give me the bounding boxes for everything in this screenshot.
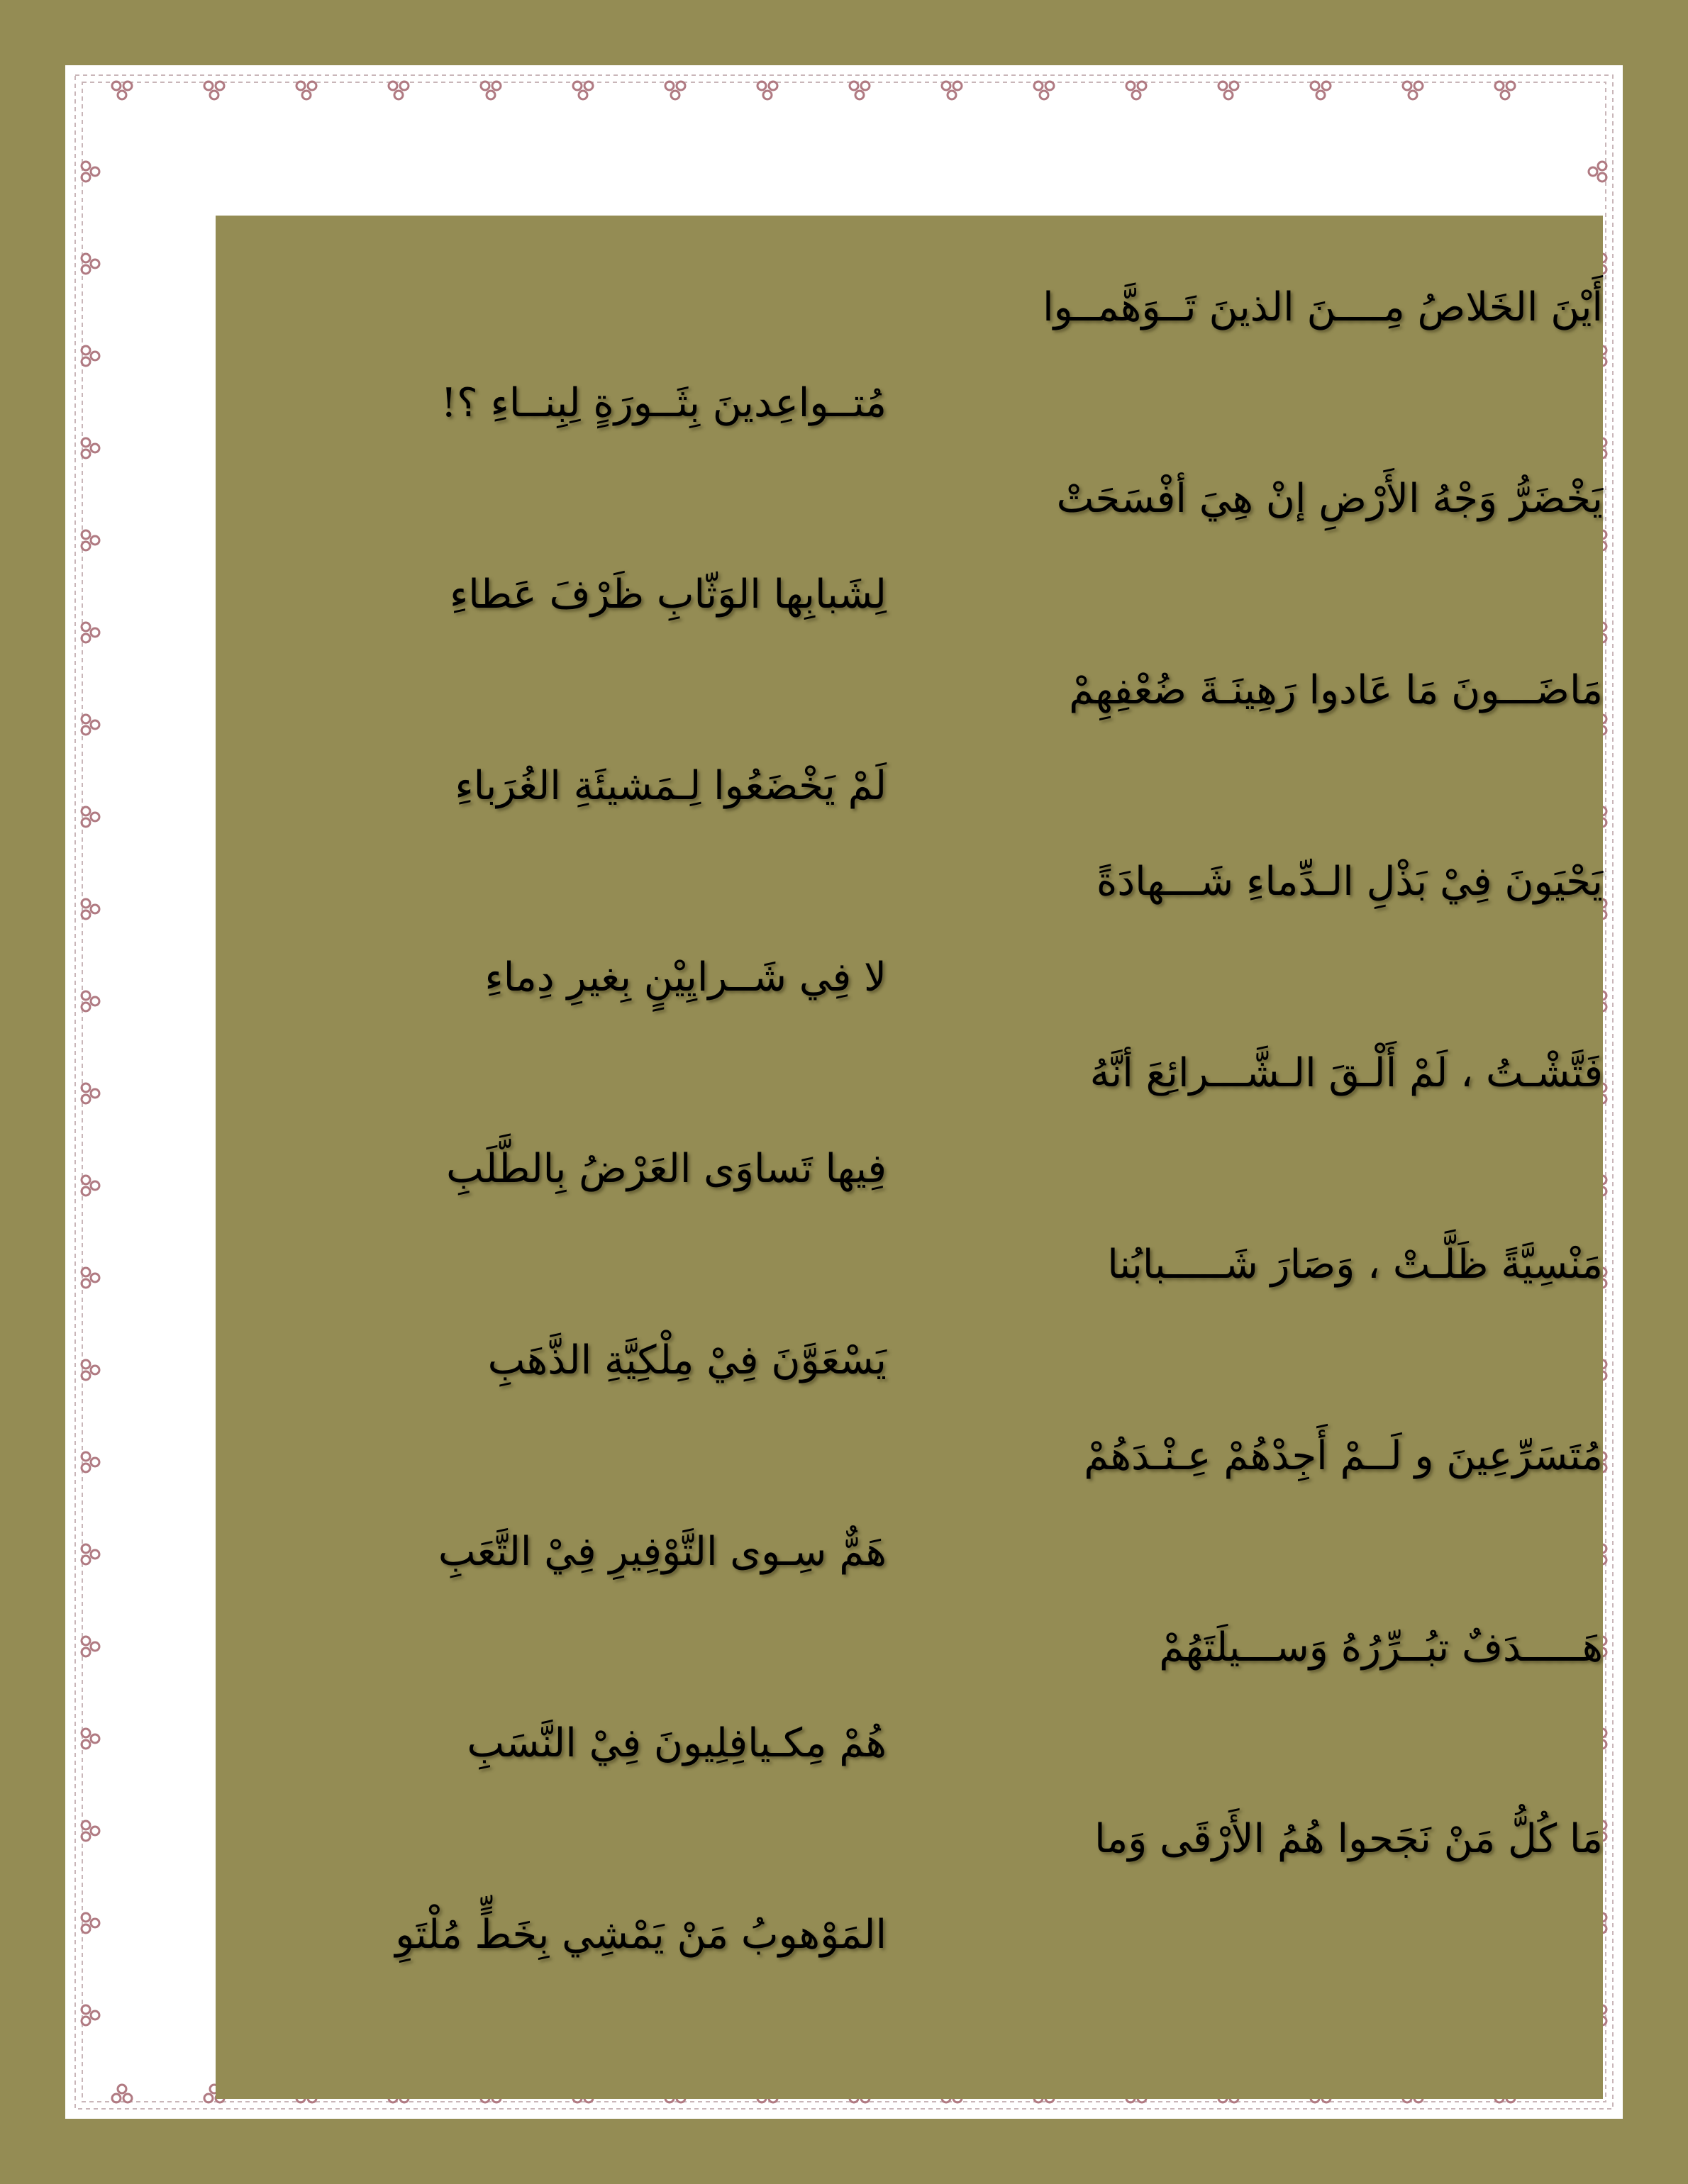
verse-8-second-hemistich: هُمْ مِكـيافِلِيونَ فِيْ النَّسَبِ — [467, 1720, 887, 1766]
trefoil-ornament — [82, 1821, 99, 1841]
trefoil-ornament — [573, 82, 593, 99]
trefoil-ornament — [82, 1360, 99, 1380]
poem-panel — [216, 216, 1603, 2099]
trefoil-ornament — [1311, 82, 1331, 99]
verse-6-second-hemistich: يَسْعَوَّنَ فِيْ مِلْكِيَّةِ الذَّهَبِ — [487, 1337, 887, 1383]
verse-5-second-hemistich: فِيها تَساوَى العَرْضُ بِالطَّلَبِ — [446, 1146, 887, 1192]
trefoil-ornament — [112, 2085, 132, 2102]
trefoil-ornament — [82, 1729, 99, 1749]
trefoil-ornament — [1589, 162, 1606, 182]
verse-3-first-hemistich: مَاضَـــونَ مَا عَادوا رَهِينَـةَ ضُعْفِهِمْ — [1069, 667, 1603, 713]
trefoil-ornament — [82, 162, 99, 182]
trefoil-ornament — [82, 346, 99, 366]
verse-9-first-hemistich: مَا كُلُّ مَنْ نَجَحوا هُمُ الأَرْقَى وَما — [1094, 1816, 1603, 1862]
verse-4-second-hemistich: لا فِي شَــرايِيْنٍ بِغيرِ دِماءِ — [484, 954, 887, 1001]
trefoil-ornament — [850, 82, 870, 99]
trefoil-ornament — [1403, 82, 1423, 99]
trefoil-ornament — [82, 1452, 99, 1472]
trefoil-ornament — [1034, 82, 1054, 99]
trefoil-ornament — [1495, 82, 1515, 99]
verse-1-second-hemistich: مُتــواعِدينَ بِثَــورَةٍ لِبِنــاءِ ؟! — [440, 380, 887, 426]
trefoil-ornament — [665, 82, 685, 99]
verse-2-first-hemistich: يَخْضَرُّ وَجْهُ الأَرْضِ إنْ هِيَ أفْسَحَتْ — [1056, 476, 1603, 522]
trefoil-ornament — [1126, 82, 1146, 99]
trefoil-ornament — [82, 1637, 99, 1656]
trefoil-ornament — [82, 899, 99, 919]
trefoil-ornament — [82, 991, 99, 1011]
trefoil-ornament — [757, 82, 777, 99]
verse-8-first-hemistich: هَـــــدَفٌ تبُــرِّرُهُ وَســـيلَتَهُمْ — [1159, 1625, 1603, 1671]
trefoil-ornament — [389, 82, 409, 99]
trefoil-ornament — [82, 1176, 99, 1196]
trefoil-ornament — [82, 254, 99, 274]
trefoil-ornament — [112, 82, 132, 99]
trefoil-ornament — [82, 530, 99, 550]
verse-9-second-hemistich: المَوْهوبُ مَنْ يَمْشِي بِخَطٍّ مُلْتَوِ — [395, 1912, 887, 1958]
trefoil-ornament — [82, 807, 99, 827]
trefoil-ornament — [82, 1544, 99, 1564]
verse-4-first-hemistich: يَحْيَونَ فِيْ بَذْلِ الـدِّماءِ شَـــهادَةً — [1096, 859, 1603, 905]
trefoil-ornament — [82, 715, 99, 735]
trefoil-ornament — [82, 1083, 99, 1103]
verse-1-first-hemistich: أَيْنَ الخَلاصُ مِــــنَ الذينَ تَــوَهَّمــوا — [1043, 284, 1603, 330]
trefoil-ornament — [204, 82, 224, 99]
trefoil-ornament — [296, 82, 316, 99]
trefoil-ornament — [82, 438, 99, 458]
verse-3-second-hemistich: لَمْ يَخْضَعُوا لِـمَشيئَةِ الغُرَباءِ — [455, 763, 887, 809]
trefoil-ornament — [1218, 82, 1238, 99]
trefoil-ornament — [942, 82, 962, 99]
trefoil-ornament — [82, 1268, 99, 1288]
verse-6-first-hemistich: مَنْسِيَّةً ظَلَّـتْ ، وَصَارَ شَـــــبابُنا — [1107, 1242, 1603, 1288]
trefoil-ornament — [82, 1913, 99, 1933]
verse-7-second-hemistich: هَمٌّ سِـوى التَّوْفِيرِ فِيْ التَّعَبِ — [438, 1529, 887, 1575]
verse-5-first-hemistich: فَتَّشْـتُ ، لَمْ أَلْـقَ الـشَّـــرائِعَ أنَّهُ — [1089, 1050, 1603, 1096]
trefoil-ornament — [481, 82, 501, 99]
verse-2-second-hemistich: لِشَبابِها الوَثّابِ ظَرْفَ عَطاءِ — [449, 572, 887, 618]
trefoil-ornament — [82, 623, 99, 642]
page-frame — [65, 65, 1623, 2119]
trefoil-ornament — [82, 2005, 99, 2025]
verse-7-first-hemistich: مُتَسَرِّعِينَ و لَــمْ أَجِدْهُمْ عِـنْـدَهُمْ — [1084, 1433, 1603, 1479]
